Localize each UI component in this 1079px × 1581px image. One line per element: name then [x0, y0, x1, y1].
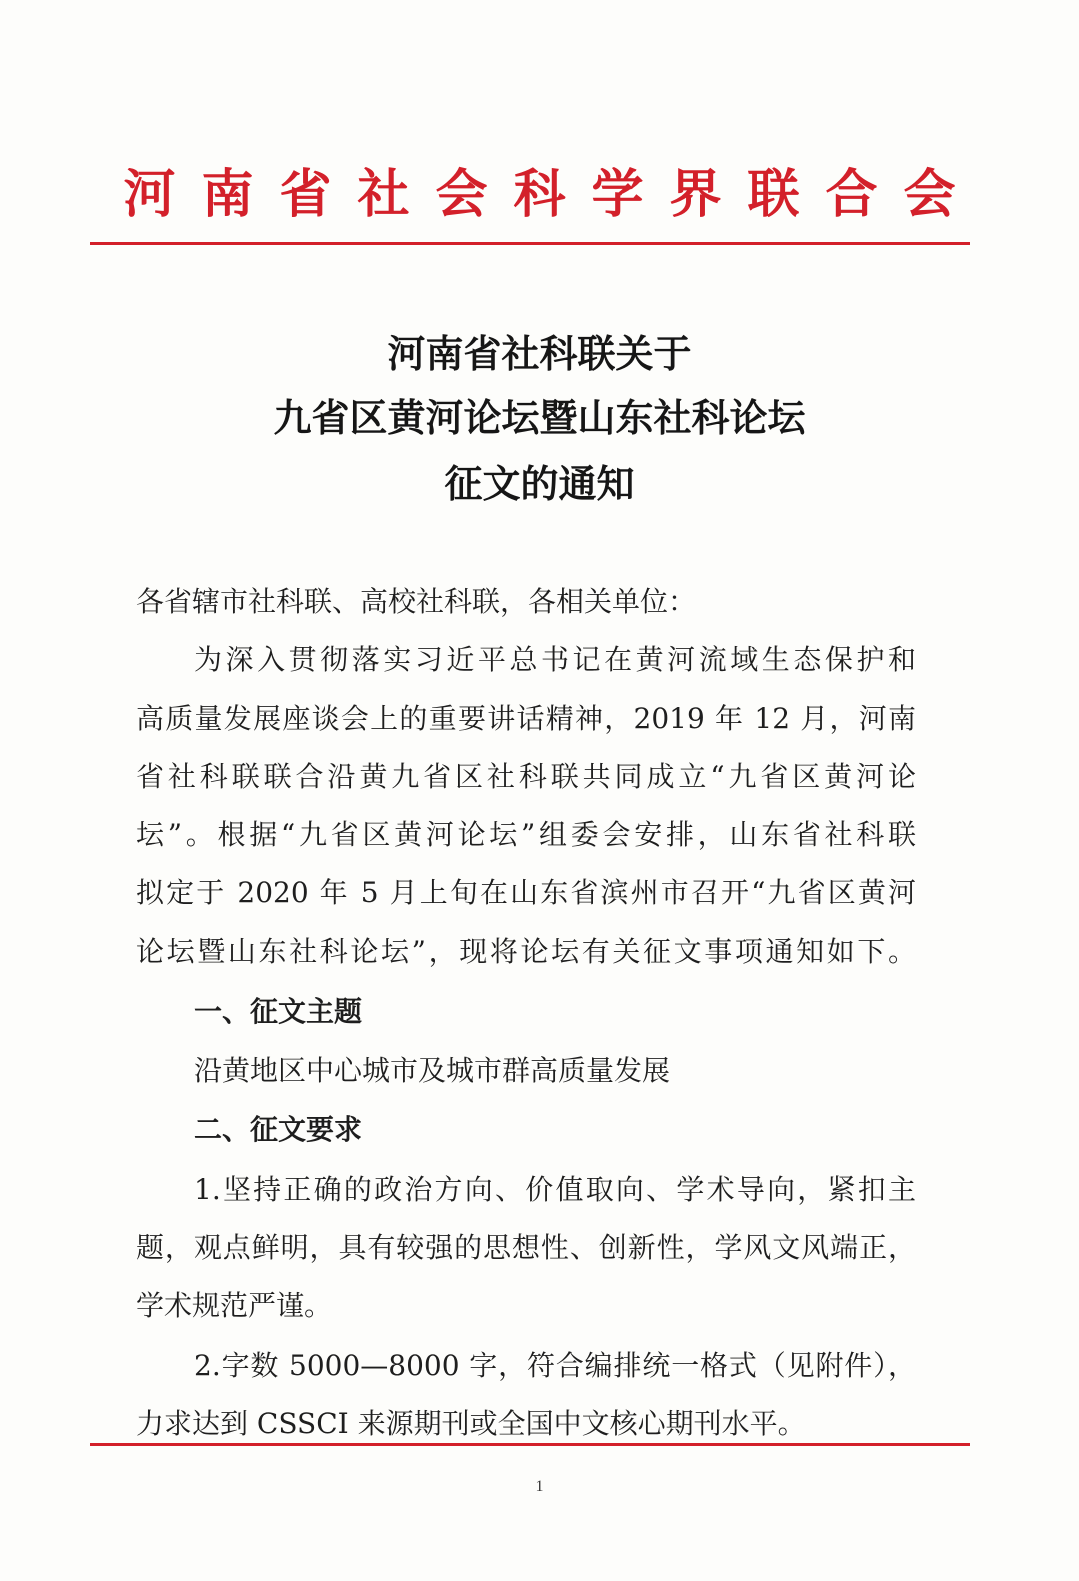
section-1-heading: 一、征文主题	[194, 995, 363, 1028]
requirement-2-line: 力求达到 CSSCI 来源期刊或全国中文核心期刊水平。	[136, 1407, 806, 1440]
intro-line: 坛”。根据“九省区黄河论坛”组委会安排，山东省社科联	[136, 818, 916, 851]
title-line-3: 征文的通知	[444, 461, 635, 506]
page-number: 1	[535, 1478, 544, 1495]
section-2-heading: 二、征文要求	[194, 1113, 363, 1146]
intro-line: 为深入贯彻落实习近平总书记在黄河流域生态保护和	[194, 643, 916, 676]
intro-line: 拟定于 2020 年 5 月上旬在山东省滨州市召开“九省区黄河	[136, 876, 916, 909]
requirement-1-line: 1.坚持正确的政治方向、价值取向、学术导向，紧扣主	[194, 1173, 916, 1206]
section-1-content: 沿黄地区中心城市及城市群高质量发展	[194, 1054, 671, 1087]
organization-header: 河南省社会科学界联合会	[123, 164, 982, 225]
requirement-1-line: 学术规范严谨。	[136, 1289, 333, 1322]
intro-line: 省社科联联合沿黄九省区社科联共同成立“九省区黄河论	[136, 760, 916, 793]
intro-line: 高质量发展座谈会上的重要讲话精神，2019 年 12 月，河南	[136, 702, 916, 735]
requirement-1-line: 题，观点鲜明，具有较强的思想性、创新性，学风文风端正，	[136, 1231, 916, 1264]
title-line-1: 河南省社科联关于	[387, 331, 692, 376]
intro-line: 论坛暨山东社科论坛”，现将论坛有关征文事项通知如下。	[136, 935, 916, 968]
footer-divider	[90, 1443, 970, 1446]
header-divider	[90, 242, 970, 245]
salutation: 各省辖市社科联、高校社科联，各相关单位：	[136, 585, 697, 618]
requirement-2-line: 2.字数 5000—8000 字，符合编排统一格式（见附件），	[194, 1349, 916, 1382]
title-line-2: 九省区黄河论坛暨山东社科论坛	[273, 395, 806, 440]
